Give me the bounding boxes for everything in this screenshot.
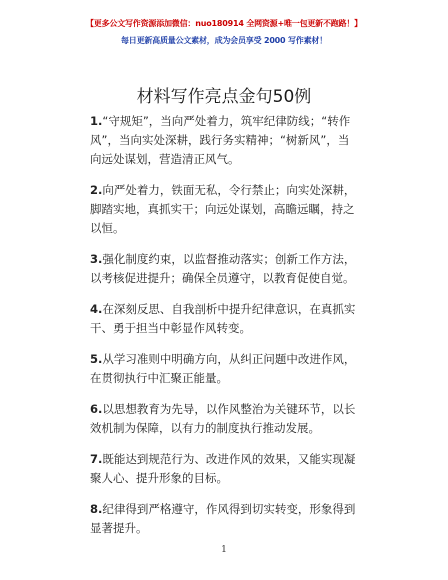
item-number: 4.: [90, 302, 103, 316]
list-item: [90, 500, 360, 538]
document-title: 材料写作亮点金句50例: [136, 87, 312, 107]
item-number: 5.: [90, 352, 103, 366]
item-number: 2.: [90, 183, 103, 197]
list-item: [90, 450, 360, 488]
list-item: [90, 350, 360, 388]
item-number: 8.: [90, 502, 103, 516]
item-text: 向严处着力，铁面无私，令行禁止；向实处深耕，脚踏实地，真抓实干；向远处谋划，高瞻远瞩，持之以恒。: [90, 183, 356, 235]
list-item: [90, 112, 360, 169]
item-text: 强化制度约束，以监督推动落实；创新工作方法，以考核促进提升；确保全员遵守，以教育促使自觉。: [90, 252, 356, 285]
list-item: [90, 400, 360, 438]
item-text: “守规矩”，当向严处着力，筑牢纪律防线；“转作风”，当向实处深耕，践行务实精神；“树新风”，当向远处谋划，营造清正风气。: [90, 114, 351, 166]
item-text: 纪律得到严格遵守，作风得到切实转变，形象得到显著提升。: [90, 502, 356, 535]
item-number: 1.: [90, 114, 103, 128]
item-text: 从学习准则中明确方向，从纠正问题中改进作风，在贯彻执行中汇聚正能量。: [90, 352, 356, 385]
item-number: 6.: [90, 402, 103, 416]
promo-banner-line2: 每日更新高质量公文素材，成为会员享受 2000 写作素材！: [120, 36, 328, 45]
list-item: [90, 250, 360, 288]
item-list: [90, 112, 360, 550]
list-item: [90, 181, 360, 238]
item-text: 在深刻反思、自我剖析中提升纪律意识，在真抓实干、勇于担当中彰显作风转变。: [90, 302, 356, 335]
item-number: 7.: [90, 452, 103, 466]
item-text: 既能达到规范行为、改进作风的效果，又能实现凝聚人心、提升形象的目标。: [90, 452, 356, 485]
item-text: 以思想教育为先导，以作风整治为关键环节，以长效机制为保障，以有力的制度执行推动发展。: [90, 402, 356, 435]
item-number: 3.: [90, 252, 103, 266]
promo-banner-line1: 【更多公文写作资源添加微信：nuo180914 全网资源+唯一包更新不跑路！】: [86, 19, 362, 28]
list-item: [90, 300, 360, 338]
page-number: 1: [221, 545, 227, 555]
